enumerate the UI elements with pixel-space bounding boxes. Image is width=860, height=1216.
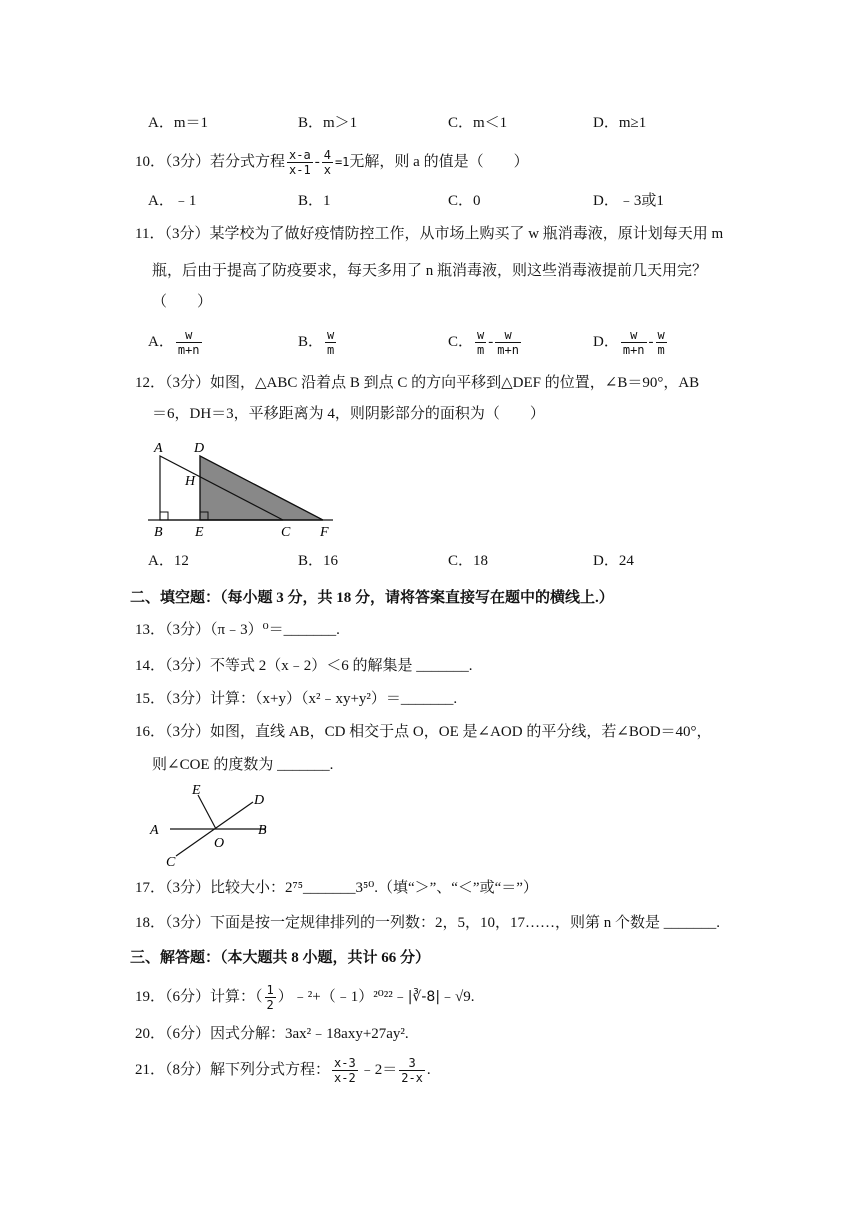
q21-f1-den: x-2 [334, 1071, 356, 1086]
q10-fraction-1 [287, 148, 313, 177]
question-13: 13．（3分）（π﹣3）⁰＝_______. [135, 622, 340, 638]
q11-b-num: w [327, 328, 335, 343]
q9-option-a: A．m＝1 [148, 115, 209, 131]
q11-c-num1: w [477, 328, 485, 343]
q11-d-num2: w [657, 328, 665, 343]
q11-option-a [148, 326, 204, 358]
question-14: 14．（3分）不等式 2（x﹣2）＜6 的解集是 _______. [135, 658, 473, 674]
label-d: D [254, 793, 265, 808]
q19-f-den: 2 [266, 998, 274, 1013]
q10-option-c: C．0 [448, 193, 481, 209]
q12-option-d: D．24 [593, 553, 634, 569]
q11-line2: 瓶，后由于提高了防疫要求，每天多用了 n 瓶消毒液，则这些消毒液提前几天用完？ [152, 263, 708, 279]
label-e: E [195, 525, 204, 540]
question-17: 17．（3分）比较大小：2⁷⁵_______3⁵⁰.（填“＞”、“＜”或“＝”） [135, 880, 538, 896]
q12-line2: ＝6，DH＝3，平移距离为 4，则阴影部分的面积为（ ） [152, 406, 545, 422]
q11-d-den1: m+n [622, 343, 645, 358]
question-15: 15．（3分）计算：（x+y）（x²﹣xy+y²）＝_______. [135, 691, 458, 707]
q21-mid: ﹣2＝ [359, 1062, 398, 1078]
q10-f2-num: 4 [323, 148, 331, 163]
q19-pre: 19．（6分）计算：（ [135, 989, 263, 1005]
q11-option-d [593, 326, 669, 358]
q11-c-label: C． [448, 334, 474, 350]
label-d: D [194, 441, 205, 456]
q11-b-den: m [327, 343, 335, 358]
q10-minus: - [314, 154, 320, 170]
q11-c-frac1 [475, 328, 486, 357]
q12-option-b: B．16 [298, 553, 339, 569]
q11-option-b [298, 326, 338, 358]
q21-f2-num: 3 [399, 1056, 425, 1071]
q19-fraction [265, 983, 276, 1012]
q11-a-frac [176, 328, 202, 357]
question-20: 20．（6分）因式分解：3ax²﹣18axy+27ay². [135, 1026, 409, 1042]
q11-c-frac2 [495, 328, 521, 357]
q12-figure [148, 436, 348, 542]
q11-d-num1: w [621, 328, 647, 343]
q11-d-frac2 [656, 328, 667, 357]
label-c: C [166, 855, 176, 870]
label-o: O [214, 836, 225, 851]
q21-fraction-2 [399, 1056, 425, 1085]
q11-line3: （ ） [152, 294, 213, 310]
question-19 [135, 980, 475, 1014]
q21-f2-den: 2-x [401, 1071, 423, 1086]
question-18: 18．（3分）下面是按一定规律排列的一列数：2，5，10，17……，则第 n 个数是 _______. [135, 915, 721, 931]
q10-fraction-2 [322, 148, 333, 177]
q12-option-a: A．12 [148, 553, 189, 569]
q19-mid: ）﹣²+（﹣1）²⁰²²﹣ [277, 989, 408, 1005]
question-21 [135, 1050, 431, 1090]
q11-b-label: B． [298, 334, 324, 350]
q21-fraction-1 [332, 1056, 358, 1085]
q21-tail: . [426, 1062, 431, 1078]
q11-a-num: w [176, 328, 202, 343]
q12-line1: 12．（3分）如图，△ABC 沿着点 B 到点 C 的方向平移到△DEF 的位置，∠B＝90°，AB [135, 375, 700, 391]
q21-pre: 21．（8分）解下列分式方程： [135, 1062, 331, 1078]
label-a: A [150, 823, 159, 838]
q11-d-label: D． [593, 334, 619, 350]
section-3-heading: 三、解答题：（本大题共 8 小题，共计 66 分） [130, 950, 431, 966]
q19-tail: ﹣√9. [440, 989, 475, 1005]
label-c: C [281, 525, 291, 540]
q11-d-frac1 [621, 328, 647, 357]
label-b: B [258, 823, 267, 838]
q11-c-den2: m+n [497, 343, 519, 358]
q11-d-den2: m [657, 343, 665, 358]
q10-option-a: A．﹣1 [148, 193, 197, 209]
q11-a-label: A． [148, 334, 174, 350]
question-10 [135, 148, 529, 177]
q11-option-c [448, 326, 523, 358]
q10-f2-den: x [323, 163, 331, 178]
q10-eq: =1 [334, 155, 350, 169]
q19-cube-root: |∛-8| [407, 989, 441, 1005]
q10-pre: （3分）若分式方程 [165, 154, 286, 170]
label-f: F [320, 525, 329, 540]
label-a: A [154, 441, 163, 456]
q11-c-num2: w [495, 328, 521, 343]
label-h: H [185, 474, 196, 489]
q9-option-c: C．m＜1 [448, 115, 508, 131]
q19-f-num: 1 [266, 983, 274, 998]
q11-a-den: m+n [177, 343, 200, 358]
right-angle-b [160, 512, 168, 520]
q11-d-minus: - [648, 334, 654, 350]
q16-figure [148, 780, 278, 870]
q11-c-minus: - [488, 334, 494, 350]
q10-f1-num: x-a [289, 148, 311, 163]
q10-option-d: D．﹣3或1 [593, 193, 664, 209]
q9-option-b: B．m＞1 [298, 115, 358, 131]
label-b: B [154, 525, 163, 540]
q10-option-b: B．1 [298, 193, 331, 209]
ray-oe [198, 795, 216, 829]
label-e: E [192, 783, 201, 798]
q11-c-den1: m [477, 343, 485, 358]
q21-f1-num: x-3 [334, 1056, 356, 1071]
q16-line1: 16．（3分）如图，直线 AB，CD 相交于点 O，OE 是∠AOD 的平分线，若∠BOD＝40°， [135, 724, 712, 740]
q16-line2: 则∠COE 的度数为 _______. [152, 757, 334, 773]
q10-post: 无解，则 a 的值是（ ） [349, 154, 529, 170]
q10-num: 10． [135, 154, 166, 170]
section-2-heading: 二、填空题：（每小题 3 分，共 18 分，请将答案直接写在题中的横线上.） [130, 590, 614, 606]
q9-option-d: D．m≥1 [593, 115, 647, 131]
q11-b-frac [325, 328, 336, 357]
q12-option-c: C．18 [448, 553, 489, 569]
q11-line1: 11．（3分）某学校为了做好疫情防控工作，从市场上购买了 w 瓶消毒液，原计划每天用 m [135, 226, 724, 242]
q10-f1-den: x-1 [289, 163, 311, 178]
